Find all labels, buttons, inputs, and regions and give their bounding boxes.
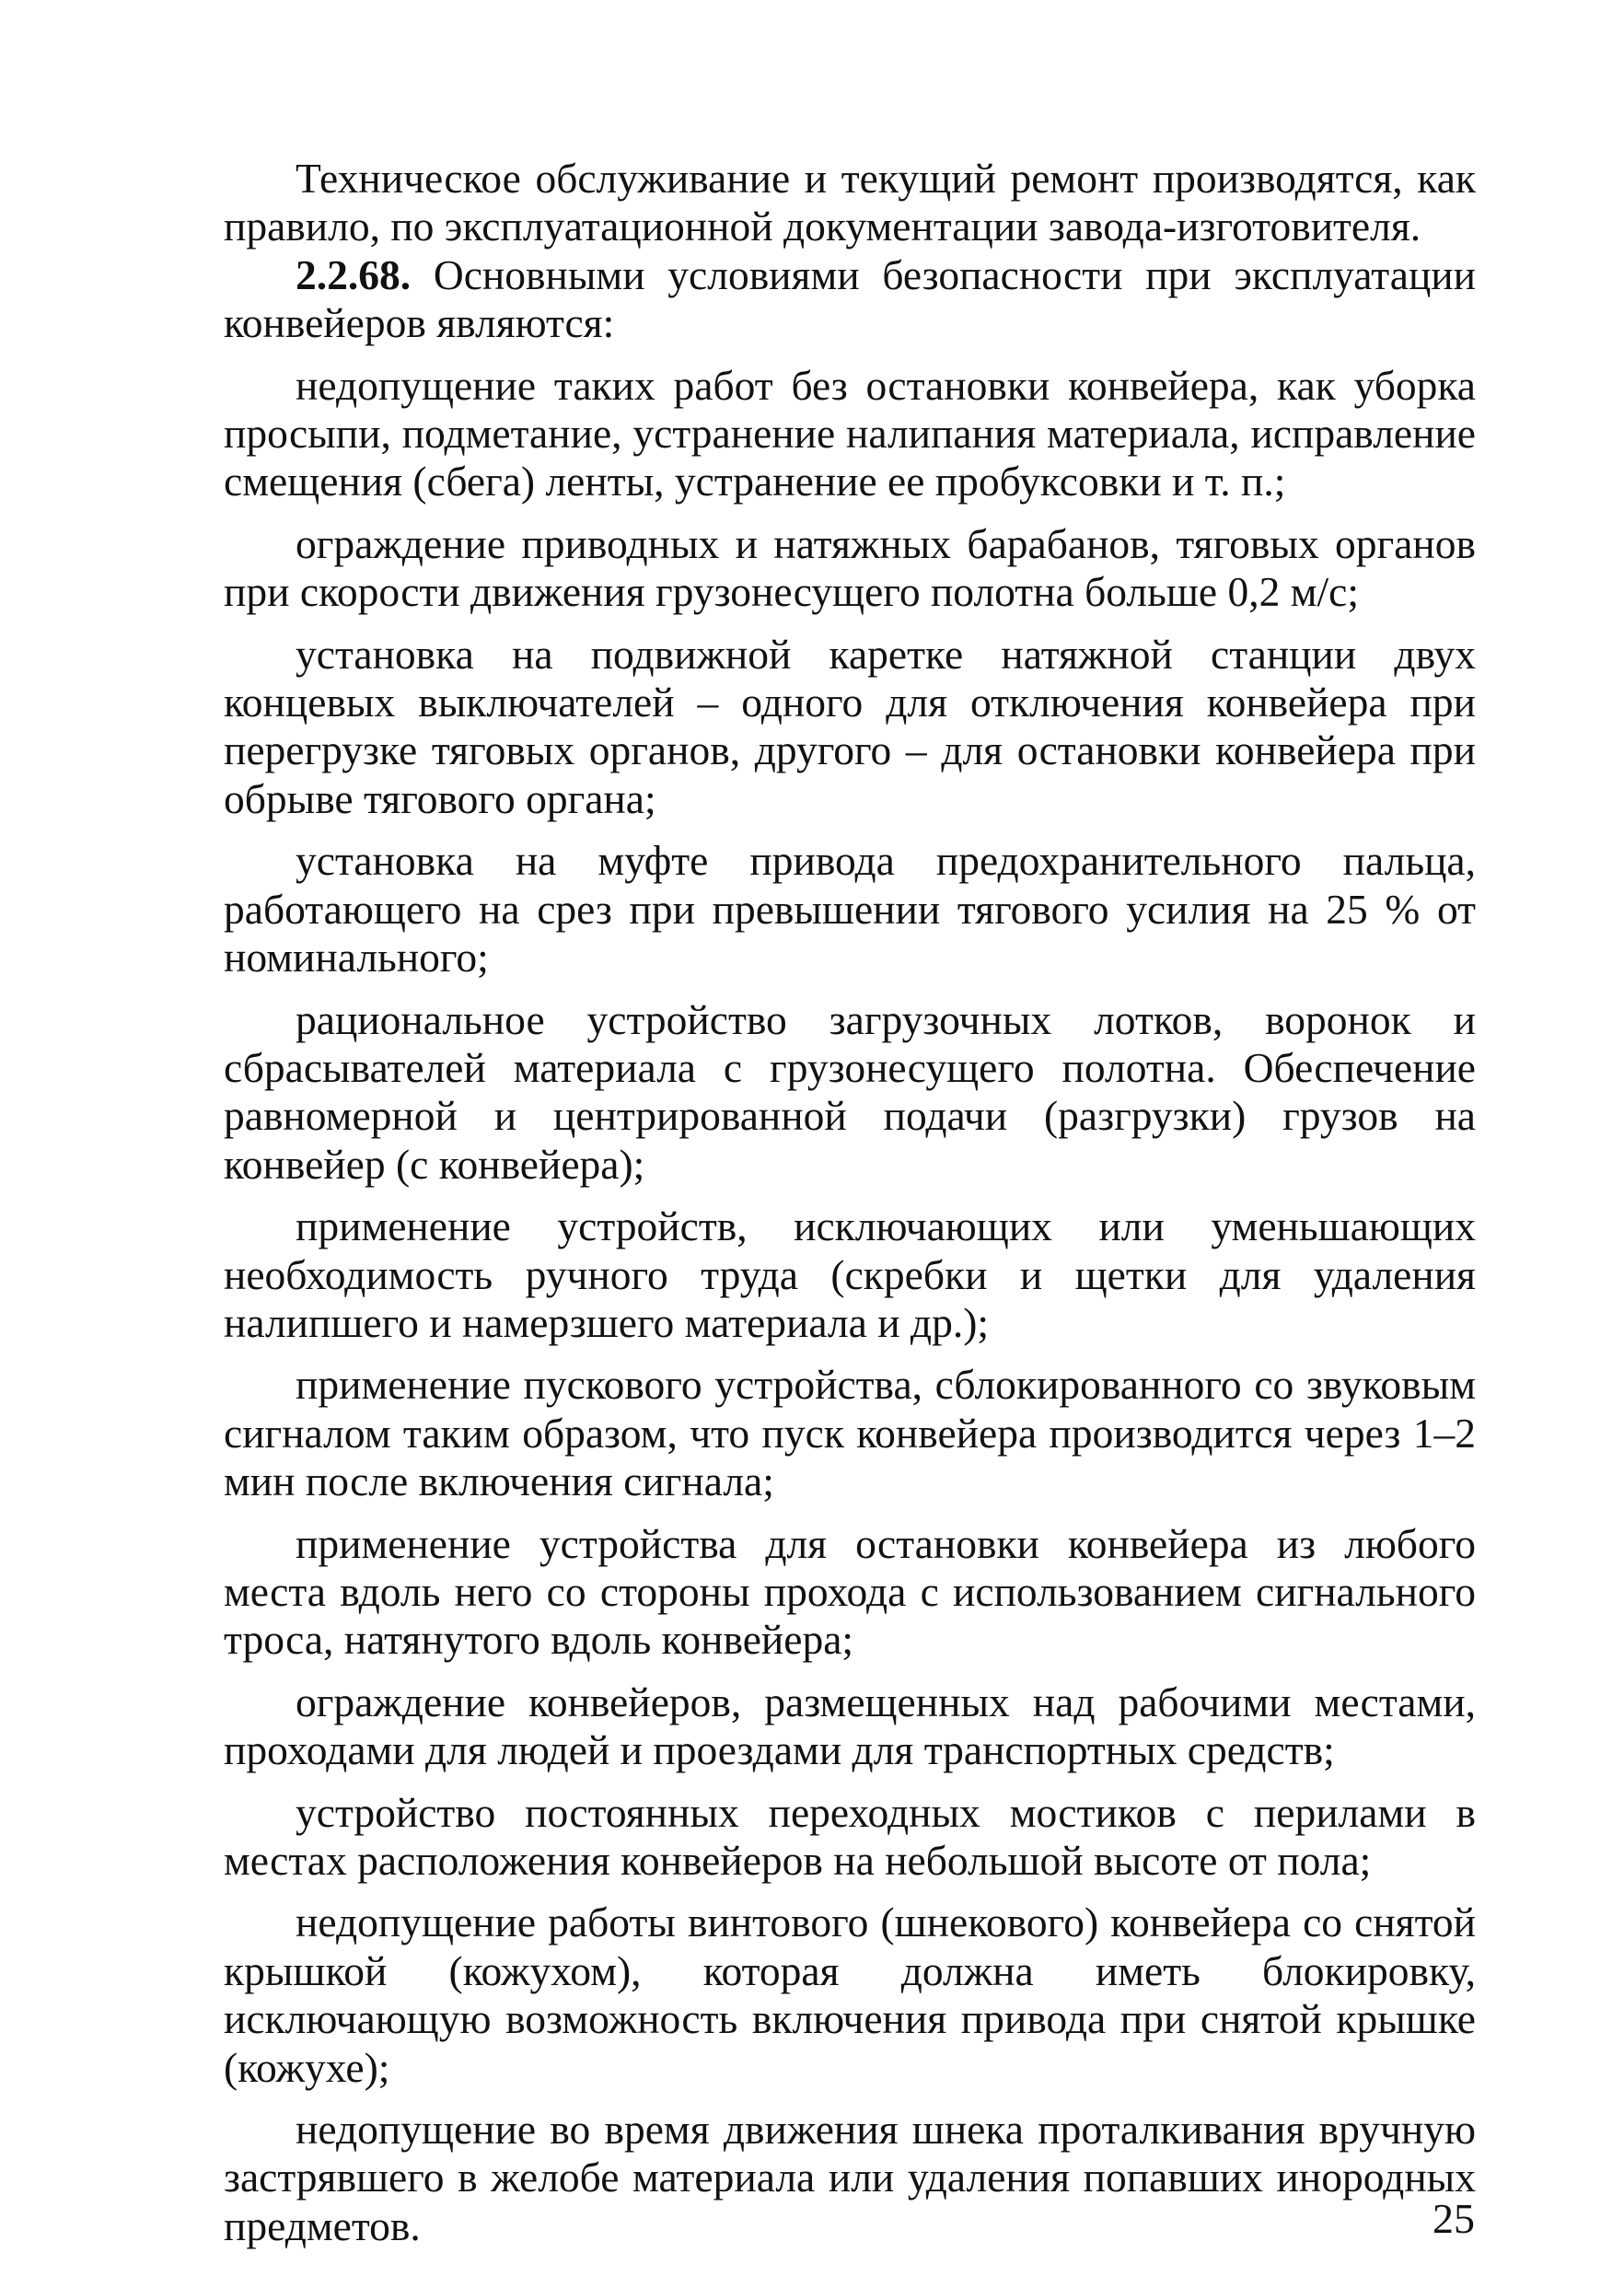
list-item: применение устройства для остановки конвейера из любого места вдоль него со стороны прохода с использованием сигнального троса, натянутого вдоль конвейера; [224, 1519, 1476, 1664]
intro-paragraph: Техническое обслуживание и текущий ремонт производятся, как правило, по эксплуатационной документации завода-изготовителя. [224, 155, 1476, 250]
clause-number: 2.2.68. [296, 250, 412, 298]
list-item: установка на подвижной каретке натяжной станции двух концевых выключателей – одного для отключения конвейера при перегрузке тяговых органов, другого – для остановки конвейера при обрыве тягового органа; [224, 630, 1476, 822]
list-item: недопущение во время движения шнека проталкивания вручную застрявшего в желобе материала или удаления попавших инородных предметов. [224, 2106, 1476, 2249]
list-item: рациональное устройство загрузочных лотков, воронок и сбрасывателей материала с грузонесущего полотна. Обеспечение равномерной и центрированной подачи (разгрузки) грузов на конвейер (с конвейера); [224, 995, 1476, 1188]
document-body [224, 155, 1476, 2250]
page-number: 25 [1433, 2195, 1475, 2242]
list-item: применение устройств, исключающих или уменьшающих необходимость ручного труда (скребки и щетки для удаления налипшего и намерзшего материала и др.); [224, 1202, 1476, 1346]
list-item: ограждение конвейеров, размещенных над рабочими местами, проходами для людей и проездами для транспортных средств; [224, 1678, 1476, 1774]
list-item: недопущение таких работ без остановки конвейера, как уборка просыпи, подметание, устранение налипания материала, исправление смещения (сбега) ленты, устранение ее пробуксовки и т. п.; [224, 361, 1476, 505]
list-item: устройство постоянных переходных мостиков с перилами в местах расположения конвейеров на небольшой высоте от пола; [224, 1788, 1476, 1884]
clause-paragraph [224, 251, 1476, 348]
list-item: ограждение приводных и натяжных барабанов, тяговых органов при скорости движения грузонесущего полотна больше 0,2 м/с; [224, 519, 1476, 616]
list-item: недопущение работы винтового (шнекового) конвейера со снятой крышкой (кожухом), которая должна иметь блокировку, исключающую возможность включения привода при снятой крышке (кожухе); [224, 1899, 1476, 2091]
list-item: применение пускового устройства, сблокированного со звуковым сигналом таким образом, что пуск конвейера производится через 1–2 мин после включения сигнала; [224, 1361, 1476, 1505]
list-item: установка на муфте привода предохранительного пальца, работающего на срез при превышении тягового усилия на 25 % от номинального; [224, 837, 1476, 981]
clause-text: Основными условиями безопасности при эксплуатации конвейеров являются: [224, 250, 1476, 347]
